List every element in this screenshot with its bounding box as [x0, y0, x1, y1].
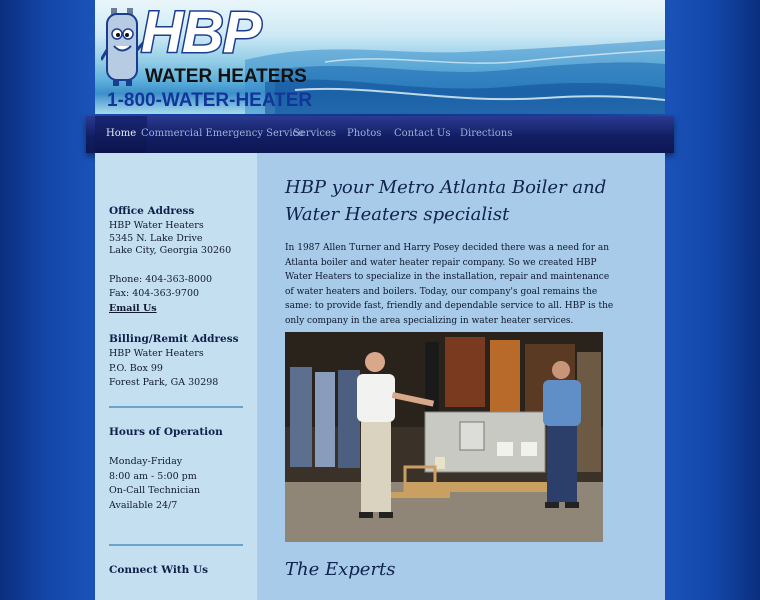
office-phone: Phone: 404-363-8000	[109, 274, 213, 285]
sidebar	[95, 153, 257, 600]
page-title-line-1: HBP your Metro Atlanta Boiler and	[285, 177, 607, 198]
page-title-line-2: Water Heaters specialist	[285, 204, 510, 225]
office-city: Lake City, Georgia 30260	[109, 245, 232, 256]
billing-address-heading: Billing/Remit Address	[109, 333, 239, 345]
logo-phone-number: 1-800-WATER-HEATER	[107, 90, 313, 111]
team-photo	[285, 332, 603, 542]
hours-heading: Hours of Operation	[109, 426, 223, 438]
hours-time: 8:00 am - 5:00 pm	[109, 471, 197, 482]
water-heater-mascot-icon	[101, 6, 145, 88]
office-street: 5345 N. Lake Drive	[109, 233, 203, 244]
nav-home[interactable]: Home	[95, 116, 147, 153]
main-navigation	[86, 116, 674, 153]
nav-directions[interactable]: Directions	[460, 128, 513, 139]
sidebar-divider	[109, 544, 243, 546]
main-content	[257, 153, 665, 600]
hours-days: Monday-Friday	[109, 456, 183, 467]
office-company-name: HBP Water Heaters	[109, 220, 204, 231]
office-address-heading: Office Address	[109, 205, 195, 217]
hours-availability: Available 24/7	[109, 500, 178, 511]
intro-paragraph: In 1987 Allen Turner and Harry Posey decided there was a need for an Atlanta boiler and water heater repair company. So we created HBP Water Heaters to specialize in the installation, repair and maintenance of water heaters and boilers. Today, our company's goal remains the same: to provide fast, friendly and dependable service to all. HBP is the only company in the area specializing in water heater services.	[285, 243, 614, 326]
email-us-link[interactable]: Email Us	[109, 303, 157, 314]
connect-heading: Connect With Us	[109, 564, 209, 576]
sidebar-divider	[109, 406, 243, 408]
nav-contact-us[interactable]: Contact Us	[394, 128, 451, 139]
nav-commercial-emergency-service[interactable]: Commercial Emergency Service	[141, 128, 305, 139]
billing-city: Forest Park, GA 30298	[109, 377, 219, 388]
nav-photos[interactable]: Photos	[347, 128, 382, 139]
header-banner	[95, 0, 665, 114]
nav-services[interactable]: Services	[293, 128, 337, 139]
billing-po-box: P.O. Box 99	[109, 363, 163, 374]
billing-company-name: HBP Water Heaters	[109, 348, 204, 359]
logo-subtitle: WATER HEATERS	[145, 66, 307, 87]
experts-heading: The Experts	[285, 559, 396, 580]
office-fax: Fax: 404-363-9700	[109, 288, 200, 299]
hours-on-call: On-Call Technician	[109, 485, 201, 496]
page	[95, 0, 665, 600]
logo-hbp[interactable]: HBP	[141, 0, 261, 65]
